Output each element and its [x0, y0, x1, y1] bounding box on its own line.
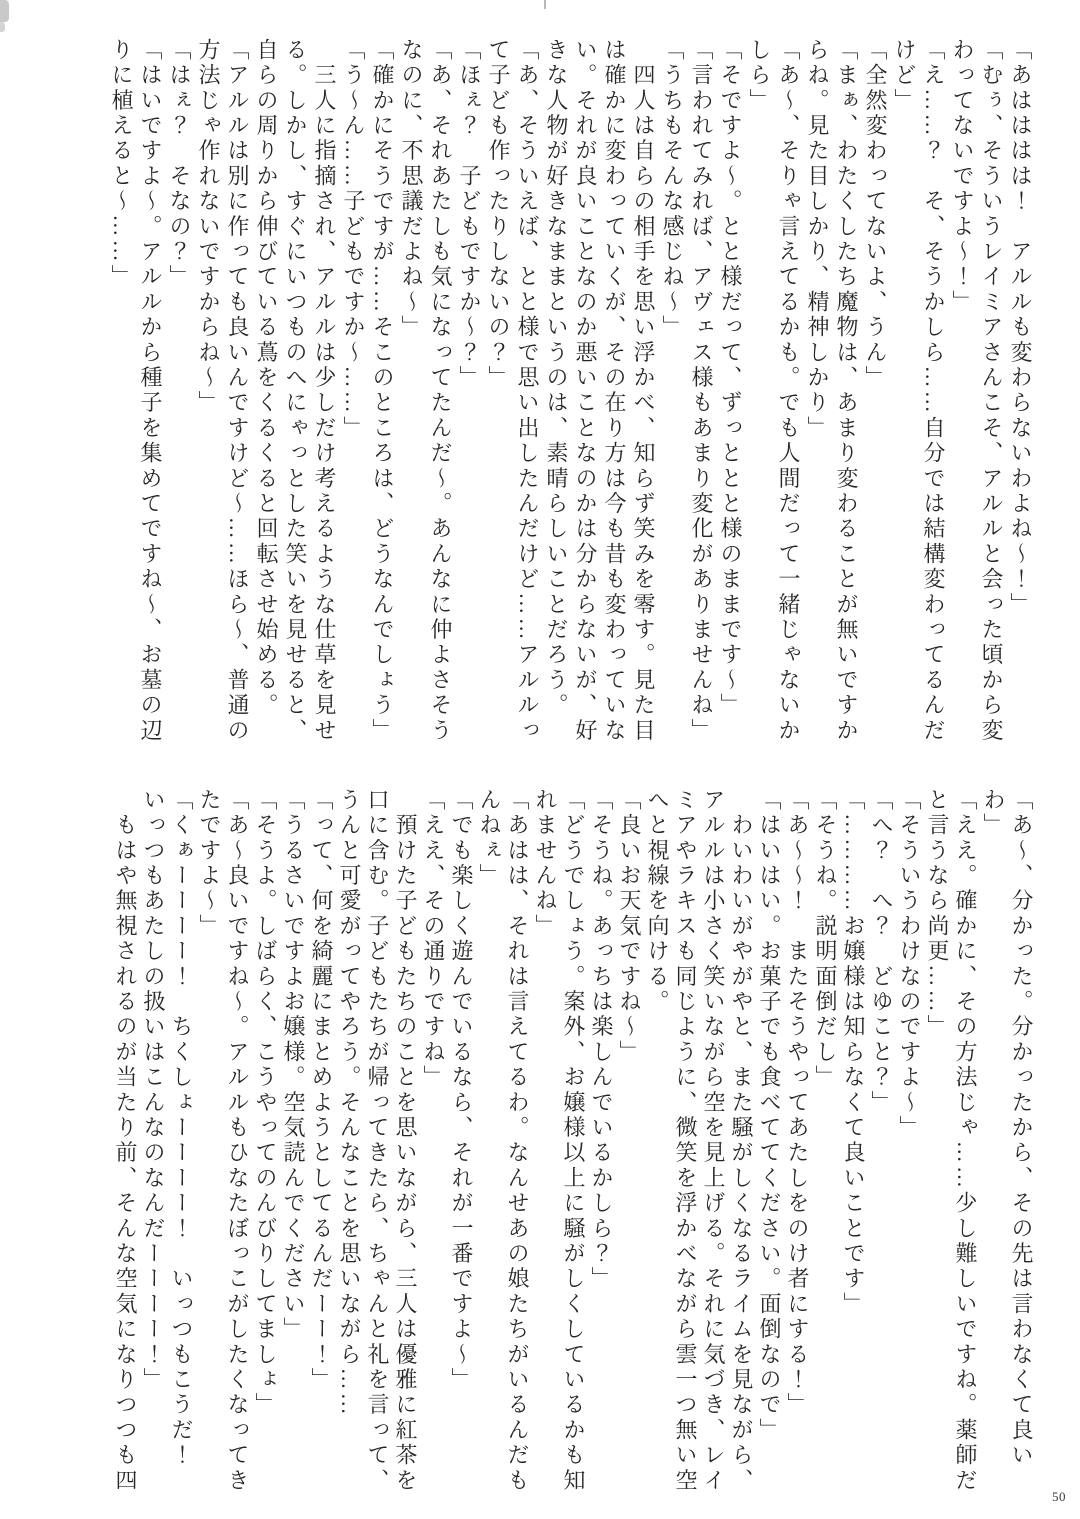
paragraph: 「くぁーーーー！ ちくしょーーーー！ いっつもこうだ！ いっつもあたしの扱いはこんなのなんだーーーー！」 [141, 788, 194, 1494]
paragraph: 「そういうわけなのですよ～」 [897, 788, 922, 1141]
paragraph: 「そうね。あっちは楽しんでいるかしら？」 [589, 788, 614, 1292]
paragraph: 「ええ、その通りですね」 [421, 788, 446, 1091]
paragraph: 「ほぇ？ 子どもですか～？」 [457, 38, 482, 391]
paragraph: 預けた子どもたちのことを思いながら、三人は優雅に紅茶を口に含む。子どもたちが帰ってきたら、ちゃんと礼を言って、うんと可愛がってやろう。そんなことを思いながら…… [337, 788, 418, 1494]
paragraph: 「ええ。確かに、その方法じゃ……少し難しいですね。薬師だと言うなら尚更……」 [925, 788, 978, 1494]
paragraph: 「…………お嬢様は知らなくて良いことです」 [841, 788, 866, 1318]
paragraph: わいわいがやがやと、また騒がしくなるライムを見ながら、アルルは小さく笑いながら空を見上げる。それに気づき、レイミアやラキスも同じように、微笑を浮かべながら雲一つ無い空へと視線を向ける。 [645, 788, 754, 1494]
paragraph: 「良いお天気ですね～」 [617, 788, 642, 1066]
paragraph: 「あ～、分かった。分かったから、その先は言わなくて良いわ」 [981, 788, 1034, 1469]
paragraph: 「そうよ。しばらく、こうやってのんびりしてましょ」 [253, 788, 278, 1418]
paragraph: 「あ～良いですね～。アルルもひなたぼっこがしたくなってきたですよ～」 [197, 788, 250, 1494]
paragraph: 三人に指摘され、アルルは少しだけ考えるような仕草を見せる。しかし、すぐにいつものへにゃっとした笑いを見せると、自らの周りから伸びている蔦をくるくると回転させ始める。 [254, 38, 337, 744]
page-number: 50 [1052, 1489, 1066, 1504]
paragraph: 「あ、そういえば、とと様で思い出したんだけど……アルルって子ども作ったりしないの？」 [486, 38, 540, 744]
paragraph: 「あ～～！ またそうやってあたしをのけ者にする！」 [785, 788, 810, 1418]
paragraph: 「はいですよ～。アルルから種子を集めてですね～、お墓の辺りに植えると～……」 [109, 38, 163, 744]
paragraph: 「まぁ、わたくしたち魔物は、あまり変わることが無いですからね。見た目しかり、精神しかり」 [805, 38, 859, 744]
top-text-block [97, 38, 1035, 756]
paragraph: 「って、何を綺麗にまとめようとしてるんだーー！」 [309, 788, 334, 1393]
paragraph: 「あ、それあたしも気になってたんだ～。あんなに仲よさそうなのに、不思議だよね～」 [399, 38, 453, 744]
paragraph: 四人は自らの相手を思い浮かべ、知らず笑みを零す。見た目は確かに変わっていくが、その在り方は今も昔も変わっていない。それが良いことなのか悪いことなのかは分からないが、好きな人物が好きなままというのは、素晴らしいことだろう。 [544, 38, 656, 744]
page-edge-tick-mark [544, 0, 546, 9]
paragraph: 「むぅ、そういうレイミアさんこそ、アルルと会った頃から変わってないですよ～！」 [950, 38, 1004, 744]
paragraph: 「そですよ～。とと様だって、ずっととと様のままです～」 [718, 38, 743, 719]
paragraph: 「そうね。説明面倒だし」 [813, 788, 838, 1091]
paragraph: 「アルルは別に作っても良いんですけど～……ほら～、普通の方法じゃ作れないですからね～」 [196, 38, 250, 744]
paragraph: 「はぇ？ そなの？」 [167, 38, 192, 290]
paragraph: 「でも楽しく遊んでいるなら、それが一番ですよ～」 [449, 788, 474, 1393]
bottom-text-block [97, 788, 1035, 1506]
paragraph: 「うちもそんな感じね～」 [660, 38, 685, 341]
paragraph: 「え……？ そ、そうかしら……自分では結構変わってるんだけど」 [892, 38, 946, 744]
paragraph: 「どうでしょう。案外、お嬢様以上に騒がしくしているかも知れませんね」 [533, 788, 586, 1494]
paragraph: 「全然変わってないよ、うん」 [863, 38, 888, 391]
paragraph: 「うるさいですよお嬢様。空気読んでください」 [281, 788, 306, 1343]
paragraph: もはや無視されるのが当たり前、そんな空気になりつつも四 [113, 788, 138, 1494]
paragraph: 「確かにそうですが……そこのところは、どうなんでしょう」 [370, 38, 395, 744]
paragraph: 「はいはい。お菓子でも食べててください。面倒なので」 [757, 788, 782, 1444]
scan-artifact-left-small [0, 22, 5, 32]
paragraph: 「言われてみれば、アヴェス様もあまり変化がありませんね」 [689, 38, 714, 744]
paragraph: 「あはははは！ アルルも変わらないわよね～！」 [1008, 38, 1033, 618]
paragraph: 「う～ん……子どもですか～……」 [341, 38, 366, 442]
scan-artifact-left [0, 0, 9, 22]
paragraph: 「へ？ へ？ どゆこと？」 [869, 788, 894, 1116]
paragraph: 「あ～、そりゃ言えてるかも。でも人間だって一緒じゃないかしら」 [747, 38, 801, 744]
paragraph: 「あはは、それは言えてるわ。なんせあの娘たちがいるんだもんねぇ」 [477, 788, 530, 1494]
